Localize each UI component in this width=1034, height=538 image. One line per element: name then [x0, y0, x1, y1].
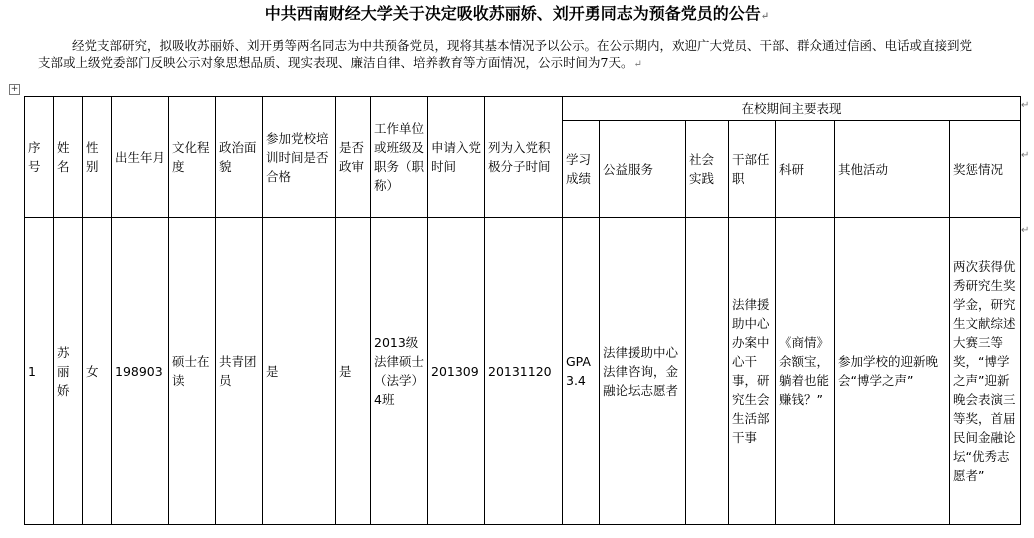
cell-name: 苏丽娇: [54, 218, 83, 525]
header-political: 政治面貌: [216, 97, 263, 218]
header-grades: 学习成绩: [563, 121, 600, 218]
cell-political: 共青团员: [216, 218, 263, 525]
header-cadre: 干部任职: [729, 121, 776, 218]
header-performance-group: 在校期间主要表现: [563, 97, 1021, 121]
row-end-mark: ↵: [1021, 100, 1030, 111]
cell-birth: 198903: [112, 218, 169, 525]
cell-research: 《商情》余额宝，躺着也能赚钱？”: [776, 218, 835, 525]
cell-social-practice: [686, 218, 729, 525]
cell-gender: 女: [83, 218, 112, 525]
cell-awards: 两次获得优秀研究生奖学金，研究生文献综述大赛三等奖，“博学之声”迎新晚会表演三等奖，首届民间金融论坛“优秀志愿者”: [950, 218, 1021, 525]
cell-review: 是: [336, 218, 371, 525]
notice-text: 经党支部研究，拟吸收苏丽娇、刘开勇等两名同志为中共预备党员，现将其基本情况予以公示。在公示期内，欢迎广大党员、干部、群众通过信函、电话或直接到党支部或上级党委部门反映公示对象思想品质、现实表现、廉洁自律、培养教育等方面情况，公示时间为7天。: [38, 38, 973, 70]
cell-seq: 1: [25, 218, 54, 525]
header-other: 其他活动: [835, 121, 950, 218]
page-title: [0, 3, 1034, 28]
cell-activist-time: 20131120: [485, 218, 563, 525]
cell-training: 是: [263, 218, 336, 525]
cell-cadre: 法律援助中心办案中心干事，研究生会生活部干事: [729, 218, 776, 525]
header-apply-time: 申请入党时间: [428, 97, 485, 218]
header-row-top: [25, 97, 1021, 121]
header-gender: 性别: [83, 97, 112, 218]
cell-other: 参加学校的迎新晚会“博学之声”: [835, 218, 950, 525]
cell-grades: GPA 3.4: [563, 218, 600, 525]
header-social-practice: 社会实践: [686, 121, 729, 218]
cell-public-service: 法律援助中心法律咨询，金融论坛志愿者: [600, 218, 686, 525]
header-public-service: 公益服务: [600, 121, 686, 218]
notice-paragraph: [38, 37, 978, 73]
header-seq: 序号: [25, 97, 54, 218]
cell-education: 硕士在读: [169, 218, 216, 525]
row-end-mark: ↵: [1021, 150, 1030, 161]
cell-apply-time: 201309: [428, 218, 485, 525]
paragraph-mark: ↵: [633, 59, 642, 70]
header-training: 参加党校培训时间是否合格: [263, 97, 336, 218]
table-move-handle-icon[interactable]: +: [10, 84, 19, 94]
header-review: 是否政审: [336, 97, 371, 218]
header-birth: 出生年月: [112, 97, 169, 218]
header-unit: 工作单位或班级及职务（职称）: [371, 97, 428, 218]
header-research: 科研: [776, 121, 835, 218]
header-activist-time: 列为入党积极分子时间: [485, 97, 563, 218]
header-awards: 奖惩情况: [950, 121, 1021, 218]
title-text: 中共西南财经大学关于决定吸收苏丽娇、刘开勇同志为预备党员的公告: [264, 4, 761, 23]
cell-unit: 2013级法律硕士（法学）4班: [371, 218, 428, 525]
table-row: [25, 218, 1021, 525]
header-name: 姓名: [54, 97, 83, 218]
paragraph-mark: ↵: [760, 11, 770, 22]
candidate-table: [24, 96, 1021, 525]
header-education: 文化程度: [169, 97, 216, 218]
row-end-mark: ↵: [1021, 225, 1030, 236]
